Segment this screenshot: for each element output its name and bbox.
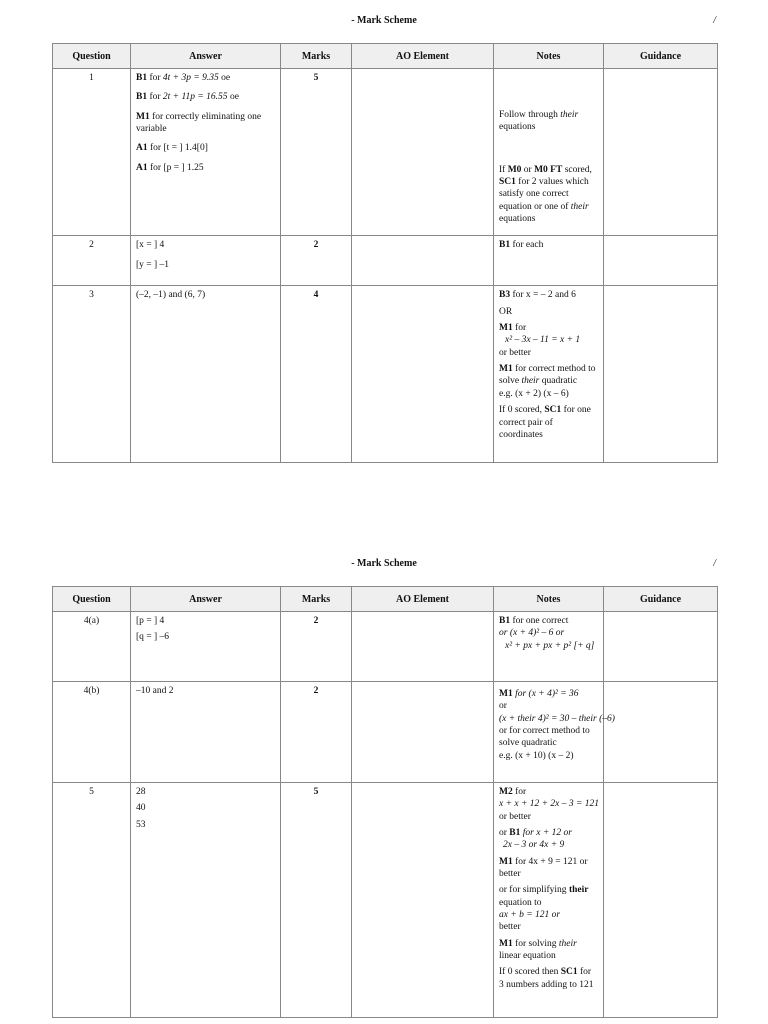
notes-cell: Follow through their equations If M0 or M0 FT scored, SC1 for 2 values which satisfy one correct equation or one of their equations [494,69,604,236]
guidance-cell [604,69,718,236]
table-row [53,682,718,783]
column-header-answer: Answer [131,587,281,612]
table-row [53,286,718,463]
question-number: 1 [53,69,131,236]
ao-element-cell [352,682,494,783]
mark-scheme-table [52,586,718,1018]
page-number: / [713,558,716,569]
column-header-answer: Answer [131,44,281,69]
page-header [0,557,768,577]
answer-cell: [p = ] 4 [q = ] –6 [131,612,281,682]
table-row [53,69,718,236]
answer-cell: –10 and 2 [131,682,281,783]
table-row [53,783,718,1018]
column-header-notes: Notes [494,44,604,69]
guidance-cell [604,236,718,286]
marks-cell: 2 [281,612,352,682]
column-header-guidance: Guidance [604,44,718,69]
table-row [53,612,718,682]
guidance-cell [604,682,718,783]
question-number: 3 [53,286,131,463]
column-header-ao-element: AO Element [352,587,494,612]
marks-cell: 5 [281,783,352,1018]
question-number: 2 [53,236,131,286]
ao-element-cell [352,69,494,236]
column-header-guidance: Guidance [604,587,718,612]
table-header-row [53,44,718,69]
answer-cell: 28 40 53 [131,783,281,1018]
page-title: - Mark Scheme [351,558,417,569]
marks-cell: 4 [281,286,352,463]
ao-element-cell [352,236,494,286]
answer-cell: [x = ] 4 [y = ] –1 [131,236,281,286]
column-header-notes: Notes [494,587,604,612]
marks-cell: 5 [281,69,352,236]
answer-cell: (–2, –1) and (6, 7) [131,286,281,463]
answer-cell: B1 for 4t + 3p = 9.35 oe B1 for 2t + 11p = 16.55 oe M1 for correctly eliminating one variable A1 for [t = ] 1.4[0] A1 for [p = ] 1.25 [131,69,281,236]
ao-element-cell [352,612,494,682]
question-number: 5 [53,783,131,1018]
table-row [53,236,718,286]
column-header-question: Question [53,587,131,612]
page-1 [0,14,768,440]
notes-cell: M2 for x + x + 12 + 2x – 3 = 121 or better or B1 for x + 12 or 2x – 3 or 4x + 9 M1 for 4x + 9 = 121 or better or for simplifying their equation to ax + b = 121 or better M1 for solving their linear equation If 0 scored then SC1 for 3 numbers adding to 121 [494,783,604,1018]
notes-cell: B1 for each [494,236,604,286]
notes-cell: B3 for x = – 2 and 6 OR M1 for x² – 3x – 11 = x + 1 or better M1 for correct method to solve their quadratic e.g. (x + 2) (x – 6) If 0 scored, SC1 for one correct pair of coordinates [494,286,604,463]
mark-scheme-table [52,43,718,463]
column-header-marks: Marks [281,587,352,612]
column-header-question: Question [53,44,131,69]
ao-element-cell [352,783,494,1018]
question-number: 4(a) [53,612,131,682]
marks-cell: 2 [281,682,352,783]
page-header [0,14,768,34]
table-header-row [53,587,718,612]
page-number: / [713,15,716,26]
column-header-marks: Marks [281,44,352,69]
notes-cell: M1 for (x + 4)² = 36 or (x + their 4)² = 30 – their (–6) or for correct method to solve quadratic e.g. (x + 10) (x – 2) [494,682,604,783]
question-number: 4(b) [53,682,131,783]
guidance-cell [604,783,718,1018]
guidance-cell [604,286,718,463]
guidance-cell [604,612,718,682]
page-2 [0,557,768,990]
ao-element-cell [352,286,494,463]
column-header-ao-element: AO Element [352,44,494,69]
page-title: - Mark Scheme [351,15,417,26]
notes-cell: B1 for one correct or (x + 4)² – 6 or x² + px + px + p² [+ q] [494,612,604,682]
marks-cell: 2 [281,236,352,286]
